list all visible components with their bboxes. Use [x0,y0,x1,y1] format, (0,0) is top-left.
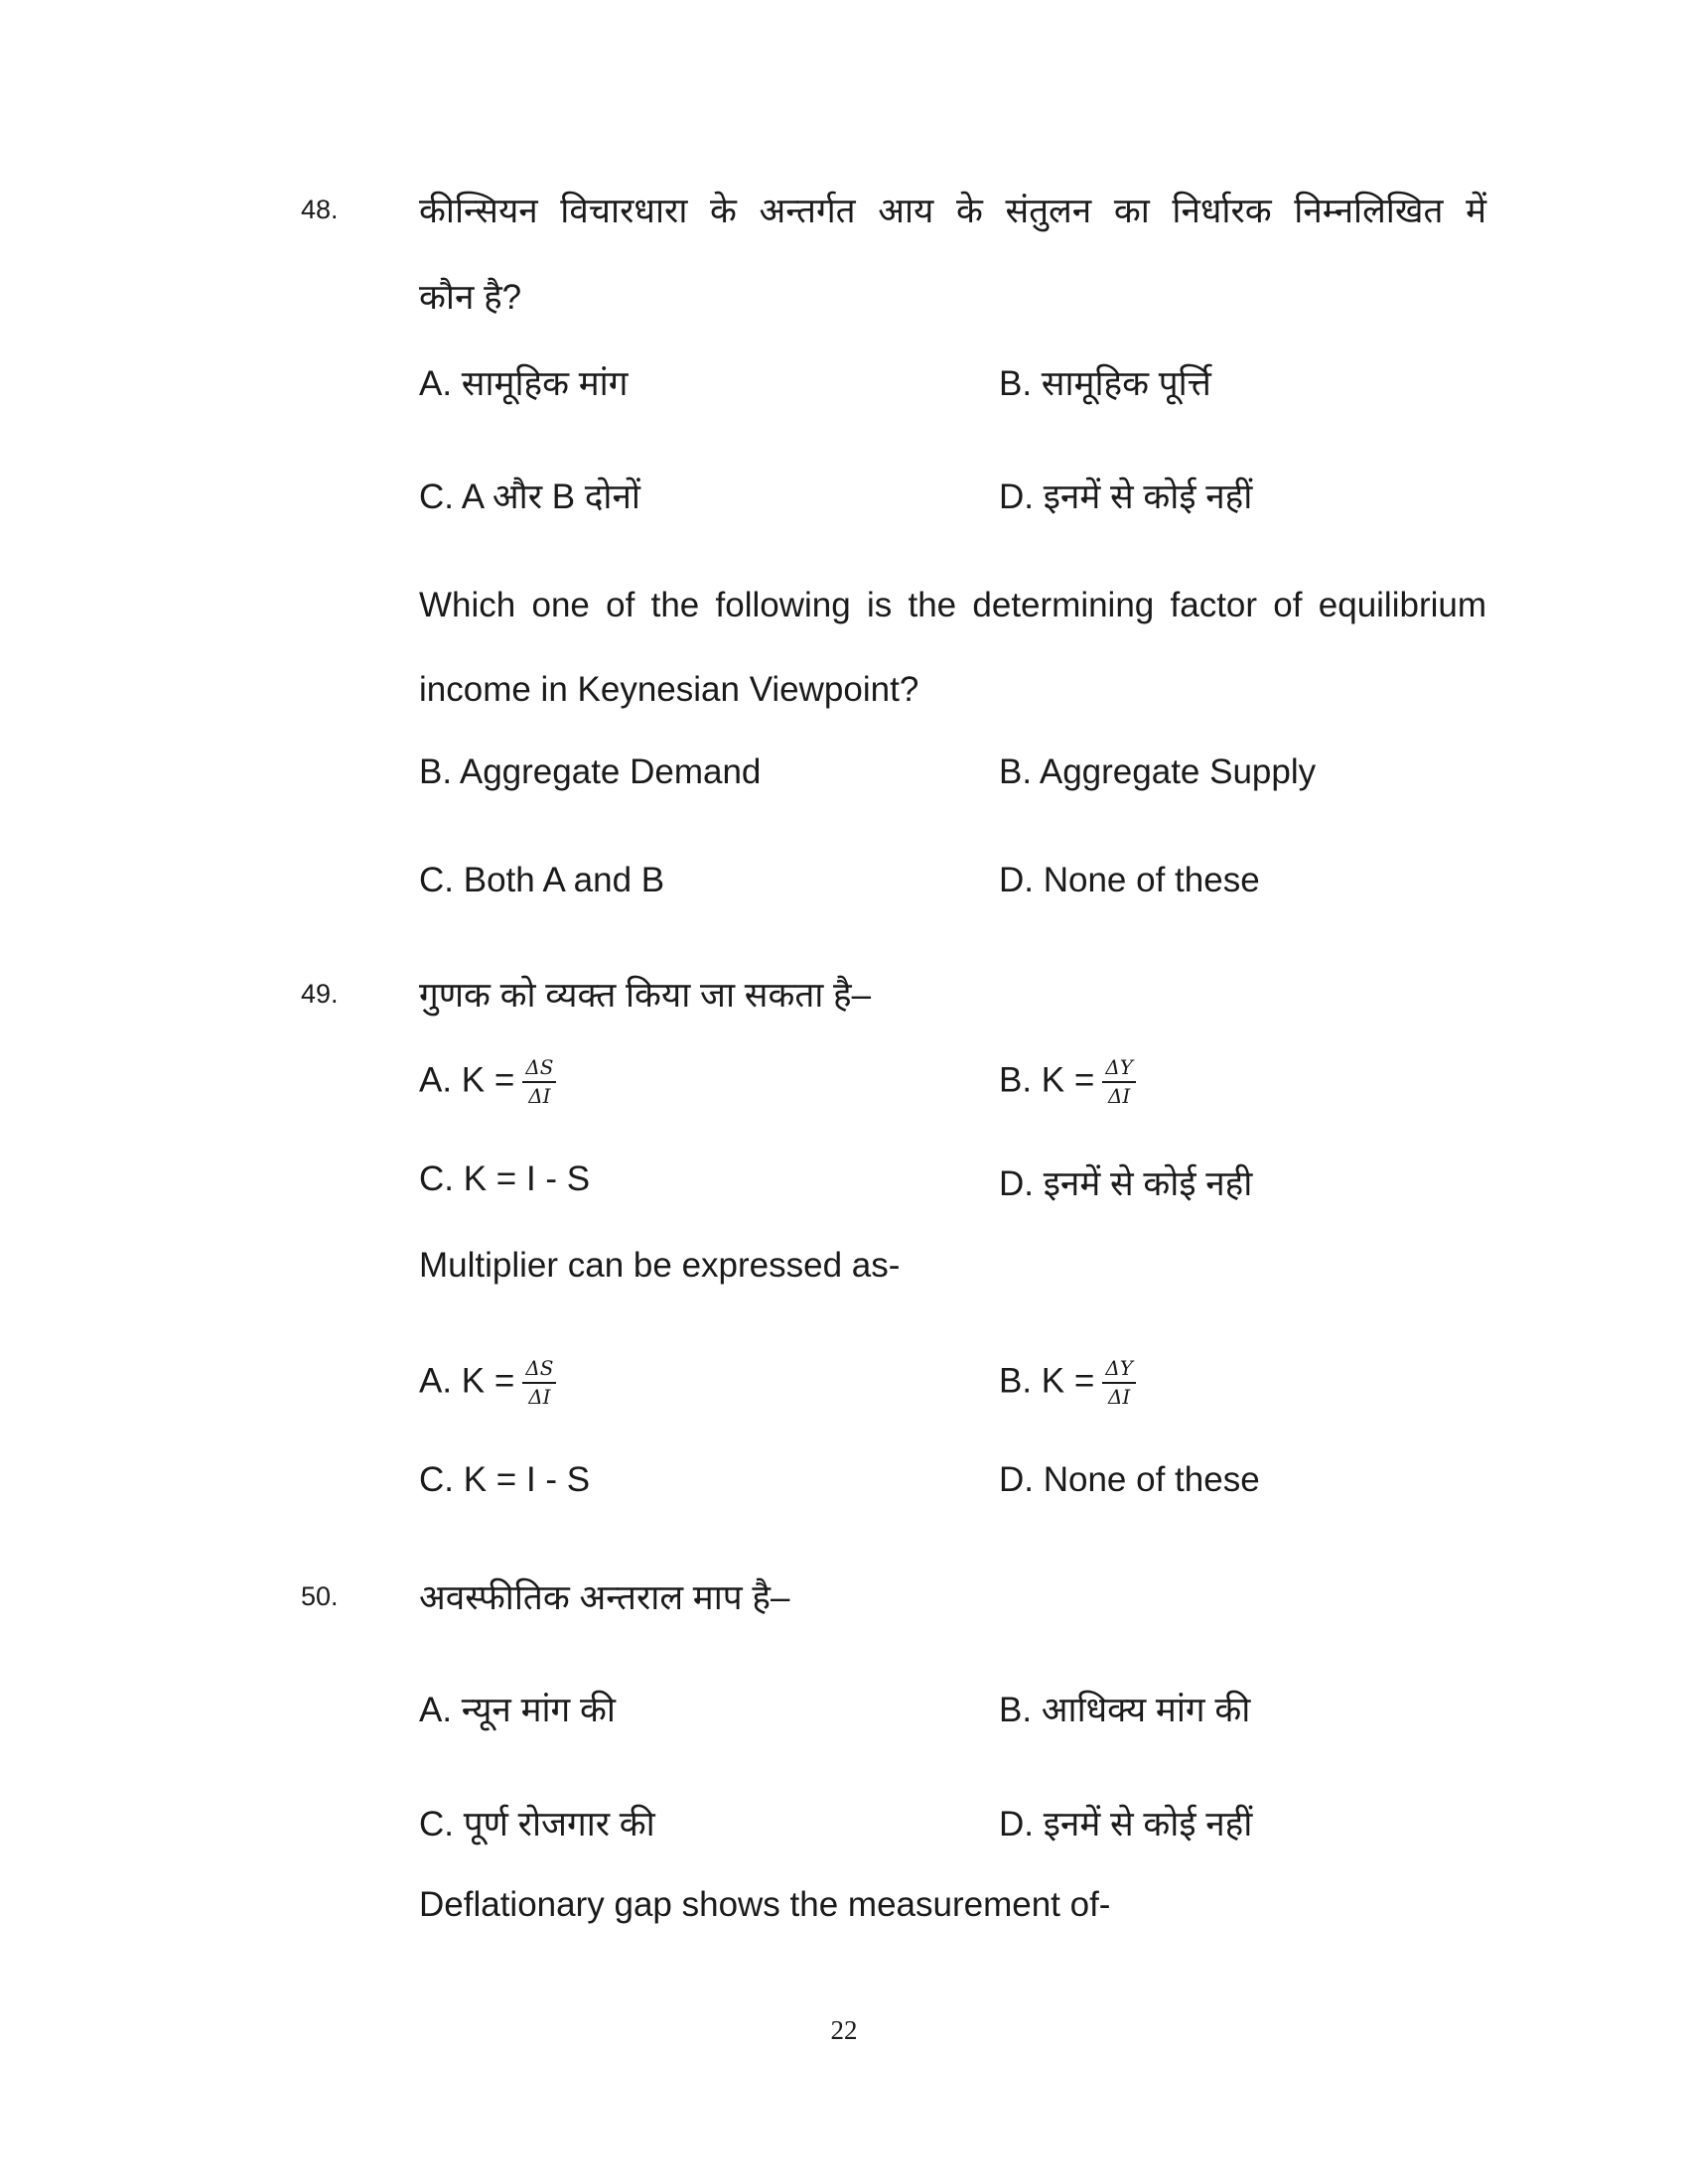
option-a-hindi: A. न्यून मांग की [419,1691,616,1729]
option-b-hindi: B. आधिक्य मांग की [999,1691,1251,1729]
option-a-english [419,1357,556,1409]
question-number: 49. [301,979,339,1009]
question-text-english: Multiplier can be expressed as- [419,1246,901,1285]
question-text-hindi-line1: कीन्सियन विचारधारा के अन्तर्गत आय के संतुलन का निर्धारक निम्नलिखित में [419,192,1486,230]
option-a-hindi [419,1056,556,1108]
fraction-denominator: ΔI [1107,1084,1131,1108]
option-d-hindi: D. इनमें से कोई नहीं [999,478,1253,516]
fraction-numerator: ΔS [522,1056,556,1083]
question-text-hindi: गुणक को व्यक्त किया जा सकता है– [419,976,872,1015]
fraction-numerator: ΔS [522,1357,556,1384]
fraction-denominator: ΔI [528,1385,551,1409]
fraction [522,1056,556,1108]
option-b-hindi [999,1056,1136,1108]
option-prefix: A. K = [419,1361,515,1401]
question-number: 48. [301,195,339,224]
fraction-denominator: ΔI [1107,1385,1131,1409]
option-b-english: B. Aggregate Supply [999,752,1317,791]
option-prefix: B. K = [999,1060,1095,1100]
option-c-english: C. Both A and B [419,861,665,899]
option-prefix: B. K = [999,1361,1095,1401]
question-text-english-line2: income in Keynesian Viewpoint? [419,670,919,709]
option-c-hindi: C. A और B दोनों [419,478,640,516]
option-c-english: C. K = I - S [419,1460,591,1499]
option-d-english: D. None of these [999,1460,1260,1499]
question-number: 50. [301,1581,339,1611]
fraction [1102,1056,1136,1108]
option-c-hindi: C. पूर्ण रोजगार की [419,1805,655,1843]
option-d-hindi: D. इनमें से कोई नहीं [999,1805,1253,1843]
option-b-english [999,1357,1136,1409]
page-number: 22 [830,2015,858,2045]
option-b-hindi: B. सामूहिक पूर्त्ति [999,364,1211,403]
option-c-hindi: C. K = I - S [419,1160,591,1198]
fraction-denominator: ΔI [528,1084,551,1108]
option-a-hindi: A. सामूहिक मांग [419,364,629,403]
fraction-numerator: ΔY [1102,1357,1136,1384]
question-text-hindi: अवस्फीतिक अन्तराल माप है– [419,1578,790,1617]
question-text-english-line1: Which one of the following is the determining factor of equilibrium [419,586,1486,624]
option-prefix: A. K = [419,1060,515,1100]
question-text-english: Deflationary gap shows the measurement of- [419,1885,1111,1924]
option-d-english: D. None of these [999,861,1260,899]
fraction-numerator: ΔY [1102,1056,1136,1083]
option-a-english: B. Aggregate Demand [419,752,762,791]
question-text-hindi-line2: कौन है? [419,278,522,317]
option-d-hindi: D. इनमें से कोई नही [999,1164,1253,1203]
fraction [1102,1357,1136,1409]
fraction [522,1357,556,1409]
